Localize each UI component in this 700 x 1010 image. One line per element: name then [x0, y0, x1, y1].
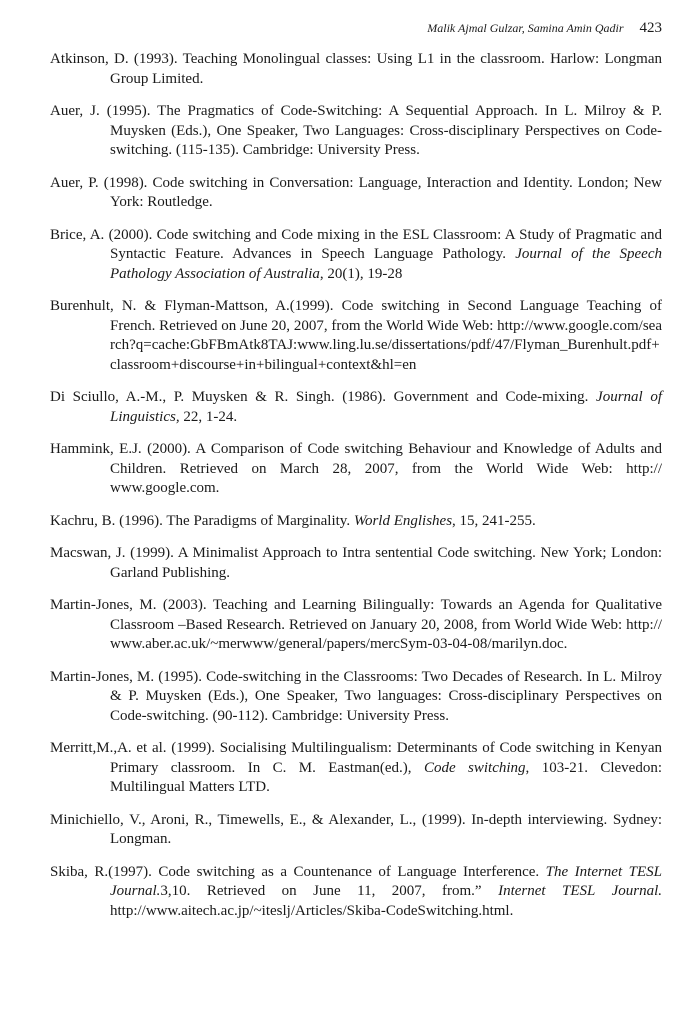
- reference-entry: Merritt,M.,A. et al. (1999). Socialising Multilingualism: Determinants of Code switching in Kenyan Primary classroom. In C. M. Eastman(ed.), Code switching, 103-21. Clevedon: Multilingual Matters LTD.: [50, 740, 663, 795]
- reference-entry: Atkinson, D. (1993). Teaching Monolingual classes: Using L1 in the classroom. Harlow: Longman Group Limited.: [50, 51, 662, 87]
- running-header: [427, 20, 662, 37]
- reference-entry: Skiba, R.(1997). Code switching as a Countenance of Language Interference. The Internet TESL Journal.3,10. Retrieved on June 11, 2007, from.” Internet TESL Journal. http://www.aitech.ac.jp/~iteslj/Articles/Skiba-CodeSwitching.html.: [50, 863, 663, 919]
- reference-entry: Macswan, J. (1999). A Minimalist Approach to Intra sentential Code switching. New York; London: Garland Publishing.: [50, 545, 662, 581]
- reference-url: http://www.google.com/search?q=cache:GbFBmAtk8TAJ:www.ling.lu.se/dissertations/pdf/47/Flyman_Burenhult.pdf+classroom+discourse+in+bilingual+context&hl=en: [110, 317, 662, 373]
- page-number: 423: [639, 20, 662, 36]
- reference-entry: Auer, P. (1998). Code switching in Conversation: Language, Interaction and Identity. London; New York: Routledge.: [50, 174, 662, 210]
- running-header-authors: Malik Ajmal Gulzar, Samina Amin Qadir: [427, 21, 624, 35]
- reference-url: http://www.aber.ac.uk/~merwww/general/papers/mercSym-03-04-08/marilyn.doc.: [110, 616, 662, 652]
- reference-entry: Hammink, E.J. (2000). A Comparison of Code switching Behaviour and Knowledge of Adults and Children. Retrieved on March 28, 2007, from the World Wide Web: http:// www.google.com.: [50, 441, 662, 496]
- reference-entry: Martin-Jones, M. (1995). Code-switching in the Classrooms: Two Decades of Research. In L. Milroy & P. Muysken (Eds.), One Speaker, Two languages: Cross-disciplinary Perspectives on Code-switching. (90-112). Cambridge: University Press.: [50, 668, 662, 724]
- reference-entry: Burenhult, N. & Flyman-Mattson, A.(1999). Code switching in Second Language Teaching of French. Retrieved on June 20, 2007, from the World Wide Web: http://www.google.com/search?q=cache:GbFBmAtk8TAJ:www.ling.lu.se/dissertations/pdf/47/Flyman_Burenhult.pdf+classroom+discourse+in+bilingual+context&hl=en: [50, 298, 662, 373]
- reference-entry: Di Sciullo, A.-M., P. Muysken & R. Singh. (1986). Government and Code-mixing. Journal of Linguistics, 22, 1-24.: [50, 389, 662, 425]
- reference-list: [50, 50, 662, 934]
- reference-entry: Brice, A. (2000). Code switching and Code mixing in the ESL Classroom: A Study of Pragmatic and Syntactic Feature. Advances in Speech Language Pathology. Journal of the Speech Pathology Association of Australia, 20(1), 19-28: [50, 226, 662, 282]
- reference-entry: Kachru, B. (1996). The Paradigms of Marginality. World Englishes, 15, 241-255.: [50, 512, 536, 529]
- reference-entry: Minichiello, V., Aroni, R., Timewells, E., & Alexander, L., (1999). In-depth interviewing. Sydney: Longman.: [50, 811, 662, 847]
- reference-entry: Auer, J. (1995). The Pragmatics of Code-Switching: A Sequential Approach. In L. Milroy & P. Muysken (Eds.), One Speaker, Two Languages: Cross-disciplinary Perspectives on Code-switching. (115-135). Cambridge: University Press.: [50, 103, 662, 158]
- reference-entry: Martin-Jones, M. (2003). Teaching and Learning Bilingually: Towards an Agenda for Qualitative Classroom –Based Research. Retrieved on January 20, 2008, from World Wide Web: http://www.aber.ac.uk/~merwww/general/papers/mercSym-03-04-08/marilyn.doc.: [50, 597, 662, 652]
